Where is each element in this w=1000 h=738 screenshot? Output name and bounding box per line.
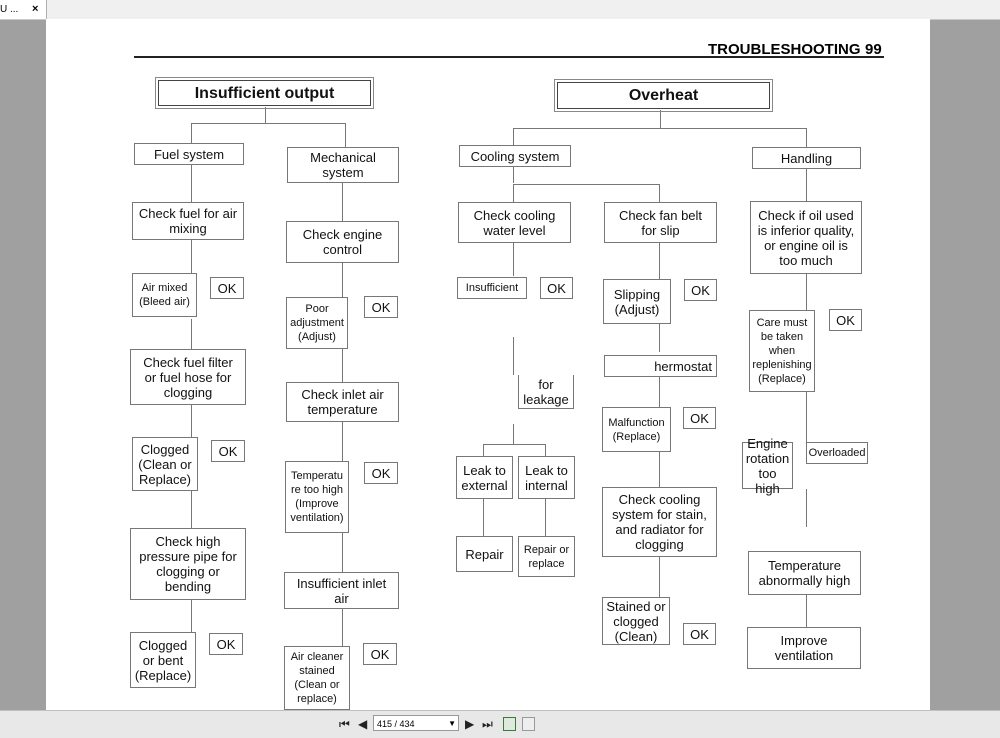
ok-box-7: OK bbox=[540, 277, 573, 299]
check-oil-box: Check if oil used is inferior quality, or engine oil is too much bbox=[750, 201, 862, 274]
chevron-down-icon: ▼ bbox=[448, 719, 456, 728]
malfunction-box: Malfunction (Replace) bbox=[602, 407, 671, 452]
check-fan-belt-box: Check fan belt for slip bbox=[604, 202, 717, 243]
ok-box-10: OK bbox=[683, 623, 716, 645]
next-page-button[interactable]: ▶ bbox=[465, 717, 475, 731]
temperature-abnormal-box: Temperature abnormally high bbox=[748, 551, 861, 595]
viewer-toolbar bbox=[0, 710, 1000, 738]
check-engine-control-box: Check engine control bbox=[286, 221, 399, 263]
layers-icon[interactable] bbox=[522, 717, 535, 731]
poor-adjustment-box: Poor adjustment (Adjust) bbox=[286, 297, 348, 349]
ok-box-11: OK bbox=[829, 309, 862, 331]
document-tab[interactable] bbox=[0, 0, 47, 19]
section-header: TROUBLESHOOTING bbox=[708, 41, 861, 58]
check-fuel-filter-box: Check fuel filter or fuel hose for clogging bbox=[130, 349, 246, 405]
ok-box-5: OK bbox=[364, 462, 398, 484]
overheat-title: Overheat bbox=[557, 82, 770, 109]
ok-box-2: OK bbox=[211, 440, 245, 462]
slipping-box: Slipping (Adjust) bbox=[603, 279, 671, 324]
air-cleaner-box: Air cleaner stained (Clean or replace) bbox=[284, 646, 350, 710]
cooling-system-box: Cooling system bbox=[459, 145, 571, 167]
check-high-pressure-pipe-box: Check high pressure pipe for clogging or bending bbox=[130, 528, 246, 600]
care-must-be-taken-box: Care must be taken when replenishing (Replace) bbox=[749, 310, 815, 392]
ok-box-4: OK bbox=[364, 296, 398, 318]
copy-icon[interactable] bbox=[503, 717, 516, 731]
ok-box-9: OK bbox=[683, 407, 716, 429]
page-number: 99 bbox=[865, 41, 882, 58]
air-mixed-box: Air mixed (Bleed air) bbox=[132, 273, 197, 317]
insufficient-output-title: Insufficient output bbox=[158, 80, 371, 106]
insufficient-inlet-air-box: Insufficient inlet air bbox=[284, 572, 399, 609]
improve-ventilation-box: Improve ventilation bbox=[747, 627, 861, 669]
ok-box-1: OK bbox=[210, 277, 244, 299]
fuel-system-box: Fuel system bbox=[134, 143, 244, 165]
ok-box-8: OK bbox=[684, 279, 717, 301]
leak-internal-box: Leak to internal bbox=[518, 456, 575, 499]
tab-bar bbox=[0, 0, 1000, 20]
check-cooling-water-box: Check cooling water level bbox=[458, 202, 571, 243]
last-page-button[interactable]: ⏭ bbox=[482, 717, 493, 731]
tab-title: U ... bbox=[0, 4, 19, 15]
leak-external-box: Leak to external bbox=[456, 456, 513, 499]
first-page-button[interactable]: ⏮ bbox=[339, 717, 350, 731]
engine-rotation-box: Engine rotation too high bbox=[742, 442, 793, 489]
handling-box: Handling bbox=[752, 147, 861, 169]
page-number-input[interactable] bbox=[373, 715, 459, 731]
repair-or-replace-box: Repair or replace bbox=[518, 536, 575, 577]
clogged-box-1: Clogged (Clean or Replace) bbox=[132, 437, 198, 491]
overloaded-box: Overloaded bbox=[806, 442, 868, 464]
close-tab-icon[interactable]: × bbox=[32, 3, 39, 15]
check-inlet-temp-box: Check inlet air temperature bbox=[286, 382, 399, 422]
page-indicator: 415 / 434 bbox=[377, 719, 415, 729]
check-thermostat-box: hermostat bbox=[604, 355, 717, 377]
temperature-high-box: Temperatu re too high (Improve ventilation) bbox=[285, 461, 349, 533]
check-radiator-box: Check cooling system for stain, and radiator for clogging bbox=[602, 487, 717, 557]
clogged-bent-box: Clogged or bent (Replace) bbox=[130, 632, 196, 688]
insufficient-box: Insufficient bbox=[457, 277, 527, 299]
ok-box-6: OK bbox=[363, 643, 397, 665]
mechanical-system-box: Mechanical system bbox=[287, 147, 399, 183]
check-fuel-air-box: Check fuel for air mixing bbox=[132, 202, 244, 240]
stained-clogged-box: Stained or clogged (Clean) bbox=[602, 597, 670, 645]
document-page bbox=[46, 19, 930, 710]
previous-page-button[interactable]: ◀ bbox=[358, 717, 368, 731]
check-leakage-box: for leakage bbox=[518, 375, 574, 409]
ok-box-3: OK bbox=[209, 633, 243, 655]
repair-box: Repair bbox=[456, 536, 513, 572]
